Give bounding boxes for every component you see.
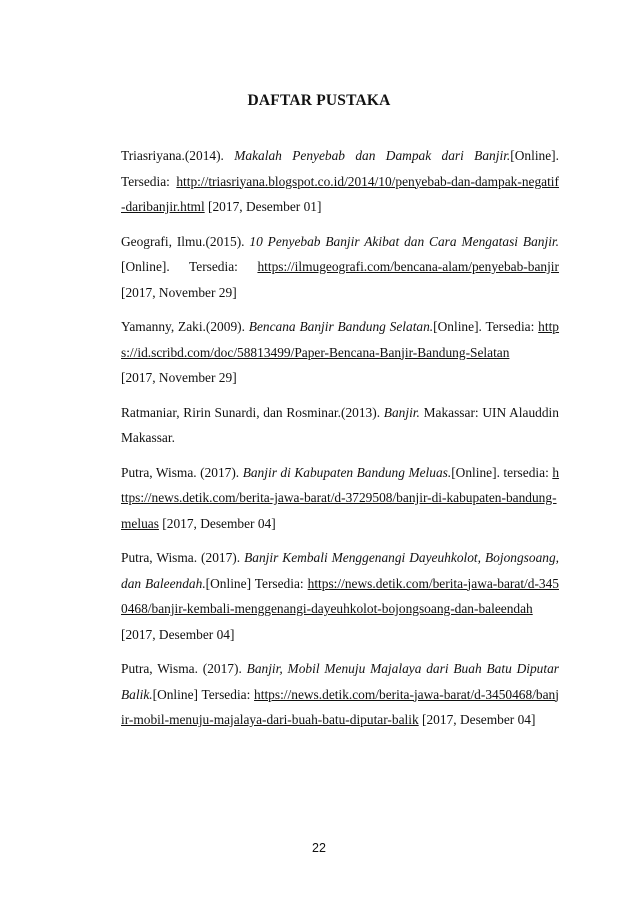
reference-item — [121, 314, 559, 391]
reference-title: 10 Penyebab Banjir Akibat dan Cara Mengatasi Banjir. — [249, 233, 559, 249]
page-number: 22 — [312, 841, 326, 855]
reference-url[interactable]: https://id.scribd.com/doc/58813499/Paper-Bencana-Banjir-Bandung-Selatan — [121, 319, 560, 360]
reference-author: Putra, Wisma. (2017). — [121, 464, 240, 480]
reference-url[interactable]: http://triasriyana.blogspot.co.id/2014/10/penyebab-dan-dampak-negatif-daribanjir.html — [121, 173, 559, 214]
reference-url[interactable]: https://ilmugeografi.com/bencana-alam/penyebab-banjir — [257, 259, 559, 274]
reference-source: [Online]. Tersedia: — [121, 148, 559, 189]
page-title: DAFTAR PUSTAKA — [247, 92, 391, 109]
reference-author: Putra, Wisma. (2017). — [121, 550, 241, 565]
reference-accessed-date: [2017, November 29] — [121, 284, 237, 300]
reference-item — [121, 656, 559, 733]
reference-title: Banjir. — [383, 404, 420, 420]
reference-item — [121, 229, 559, 306]
reference-author: Ratmaniar, Ririn Sunardi, dan Rosminar.(2013). — [121, 404, 381, 420]
reference-accessed-date: [2017, November 29] — [121, 370, 237, 385]
reference-accessed-date: [2017, Desember 04] — [162, 515, 276, 531]
reference-author: Geografi, Ilmu.(2015). — [121, 233, 245, 249]
reference-accessed-date: [2017, Desember 04] — [121, 626, 235, 642]
reference-source: [Online]. tersedia: — [451, 464, 549, 480]
reference-url[interactable]: https://news.detik.com/berita-jawa-barat/d-3450468/banjir-kembali-menggenangi-dayeuhkolot-bojongsoang-dan-baleendah — [121, 575, 559, 616]
reference-item — [121, 545, 559, 647]
reference-author: Putra, Wisma. (2017). — [121, 661, 242, 676]
reference-author: Yamanny, Zaki.(2009). — [121, 319, 245, 334]
reference-item — [121, 143, 559, 220]
reference-accessed-date: [2017, Desember 04] — [422, 712, 536, 727]
reference-author: Triasriyana.(2014). — [121, 148, 224, 163]
reference-item — [121, 460, 559, 537]
reference-url[interactable]: https://news.detik.com/berita-jawa-barat/d-3729508/banjir-di-kabupaten-bandung-meluas — [121, 464, 560, 531]
reference-source: [Online]. Tersedia: — [121, 259, 238, 274]
reference-source: [Online] Tersedia: — [205, 575, 304, 591]
reference-title: Banjir Kembali Menggenangi Dayeuhkolot, Bojongsoang, dan Baleendah. — [121, 550, 559, 591]
reference-url[interactable]: https://news.detik.com/berita-jawa-barat/d-3450468/banjir-mobil-menuju-majalaya-dari-buah-batu-diputar-balik — [121, 686, 559, 727]
reference-source: [Online]. Tersedia: — [433, 319, 535, 334]
reference-list — [121, 143, 559, 742]
reference-title: Banjir di Kabupaten Bandung Meluas. — [242, 464, 452, 480]
reference-title: Banjir, Mobil Menuju Majalaya dari Buah Batu Diputar Balik. — [121, 661, 559, 702]
reference-source: Makassar: UIN Alauddin Makassar. — [121, 404, 559, 445]
reference-item — [121, 400, 559, 451]
reference-source: [Online] Tersedia: — [152, 686, 251, 702]
reference-title: Bencana Banjir Bandung Selatan. — [248, 319, 434, 334]
reference-title: Makalah Penyebab dan Dampak dari Banjir. — [234, 148, 511, 163]
reference-accessed-date: [2017, Desember 01] — [208, 199, 322, 214]
